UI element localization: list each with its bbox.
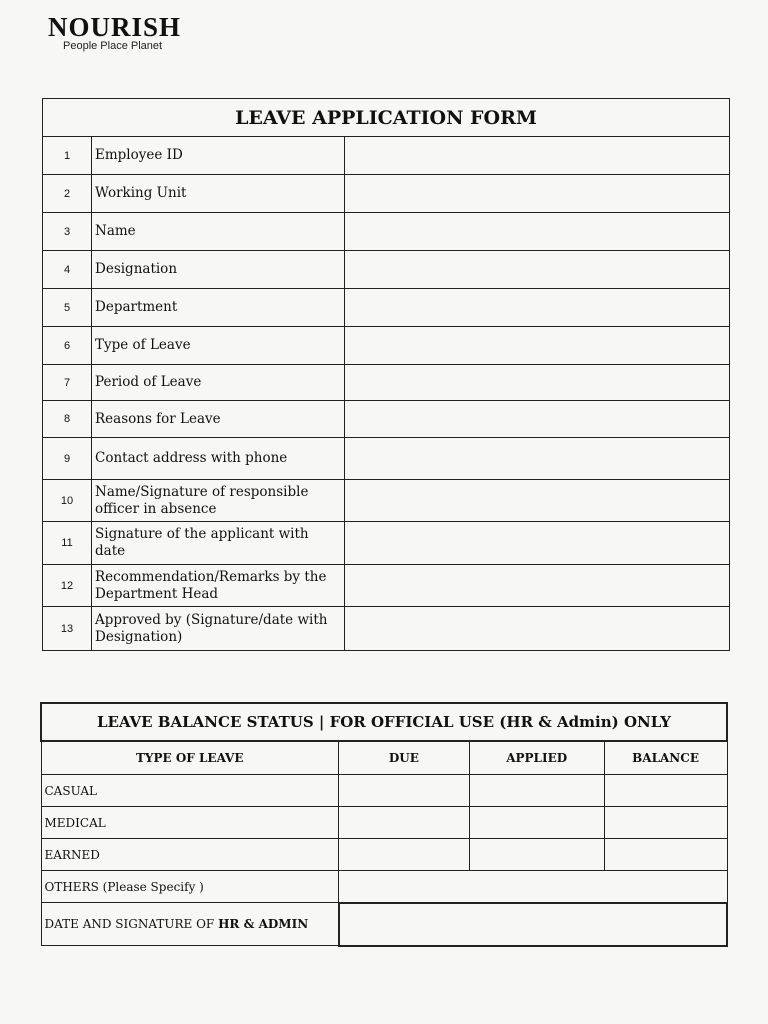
medical-due-cell[interactable] bbox=[339, 807, 470, 839]
form-title: LEAVE APPLICATION FORM bbox=[43, 99, 730, 137]
form-row bbox=[43, 522, 730, 565]
field-label-applicant-signature: Signature of the applicant with date bbox=[92, 522, 345, 565]
field-value-recommendation[interactable] bbox=[345, 565, 730, 607]
company-logo bbox=[48, 12, 181, 52]
field-value-contact-address[interactable] bbox=[345, 438, 730, 480]
form-row bbox=[43, 607, 730, 651]
field-value-applicant-signature[interactable] bbox=[345, 522, 730, 565]
field-label-designation: Designation bbox=[92, 251, 345, 289]
logo-tagline: People Place Planet bbox=[63, 40, 163, 52]
row-number: 7 bbox=[43, 365, 92, 401]
field-label-approved-by: Approved by (Signature/date with Designation) bbox=[92, 607, 345, 651]
leave-type-label: EARNED bbox=[41, 839, 339, 871]
leave-type-label: MEDICAL bbox=[41, 807, 339, 839]
medical-balance-cell[interactable] bbox=[604, 807, 727, 839]
form-row bbox=[43, 438, 730, 480]
balance-header-row bbox=[41, 741, 727, 775]
row-number: 10 bbox=[43, 480, 92, 522]
form-row bbox=[43, 365, 730, 401]
row-number: 9 bbox=[43, 438, 92, 480]
casual-due-cell[interactable] bbox=[339, 775, 470, 807]
hr-signature-label bbox=[41, 903, 339, 946]
row-number: 11 bbox=[43, 522, 92, 565]
field-label-recommendation: Recommendation/Remarks by the Department Head bbox=[92, 565, 345, 607]
hr-signature-label-text: DATE AND SIGNATURE OF bbox=[44, 917, 219, 931]
balance-row-signature bbox=[41, 903, 727, 946]
others-label: OTHERS (Please Specify ) bbox=[41, 871, 339, 903]
leave-type-label: CASUAL bbox=[41, 775, 339, 807]
casual-applied-cell[interactable] bbox=[469, 775, 604, 807]
field-label-employee-id: Employee ID bbox=[92, 137, 345, 175]
row-number: 8 bbox=[43, 401, 92, 438]
balance-row-casual bbox=[41, 775, 727, 807]
header-type-of-leave: TYPE OF LEAVE bbox=[41, 741, 339, 775]
form-row bbox=[43, 480, 730, 522]
hr-signature-box[interactable] bbox=[339, 903, 728, 946]
field-value-responsible-officer[interactable] bbox=[345, 480, 730, 522]
form-row bbox=[43, 565, 730, 607]
field-value-reasons-for-leave[interactable] bbox=[345, 401, 730, 438]
field-value-period-of-leave[interactable] bbox=[345, 365, 730, 401]
others-specify-cell[interactable] bbox=[339, 871, 728, 903]
field-value-approved-by[interactable] bbox=[345, 607, 730, 651]
balance-title: LEAVE BALANCE STATUS | FOR OFFICIAL USE (HR & Admin) ONLY bbox=[41, 703, 727, 741]
field-value-department[interactable] bbox=[345, 289, 730, 327]
balance-title-row bbox=[41, 703, 727, 741]
balance-row-earned bbox=[41, 839, 727, 871]
row-number: 5 bbox=[43, 289, 92, 327]
field-value-designation[interactable] bbox=[345, 251, 730, 289]
field-value-name[interactable] bbox=[345, 213, 730, 251]
leave-balance-table bbox=[40, 702, 728, 947]
field-label-responsible-officer: Name/Signature of responsible officer in absence bbox=[92, 480, 345, 522]
form-row bbox=[43, 327, 730, 365]
row-number: 6 bbox=[43, 327, 92, 365]
field-label-period-of-leave: Period of Leave bbox=[92, 365, 345, 401]
form-row bbox=[43, 137, 730, 175]
field-label-working-unit: Working Unit bbox=[92, 175, 345, 213]
medical-applied-cell[interactable] bbox=[469, 807, 604, 839]
field-value-employee-id[interactable] bbox=[345, 137, 730, 175]
form-row bbox=[43, 401, 730, 438]
earned-due-cell[interactable] bbox=[339, 839, 470, 871]
header-due: DUE bbox=[339, 741, 470, 775]
earned-balance-cell[interactable] bbox=[604, 839, 727, 871]
header-applied: APPLIED bbox=[469, 741, 604, 775]
form-title-row bbox=[43, 99, 730, 137]
row-number: 3 bbox=[43, 213, 92, 251]
field-label-name: Name bbox=[92, 213, 345, 251]
earned-applied-cell[interactable] bbox=[469, 839, 604, 871]
hr-admin-text: HR & ADMIN bbox=[218, 917, 309, 931]
leave-application-table bbox=[42, 98, 730, 651]
logo-wordmark: NOURISH bbox=[48, 12, 182, 42]
row-number: 4 bbox=[43, 251, 92, 289]
field-label-department: Department bbox=[92, 289, 345, 327]
balance-row-others bbox=[41, 871, 727, 903]
field-label-type-of-leave: Type of Leave bbox=[92, 327, 345, 365]
row-number: 13 bbox=[43, 607, 92, 651]
form-row bbox=[43, 175, 730, 213]
row-number: 12 bbox=[43, 565, 92, 607]
casual-balance-cell[interactable] bbox=[604, 775, 727, 807]
field-label-contact-address: Contact address with phone bbox=[92, 438, 345, 480]
row-number: 2 bbox=[43, 175, 92, 213]
field-label-reasons-for-leave: Reasons for Leave bbox=[92, 401, 345, 438]
header-balance: BALANCE bbox=[604, 741, 727, 775]
form-row bbox=[43, 251, 730, 289]
field-value-type-of-leave[interactable] bbox=[345, 327, 730, 365]
balance-row-medical bbox=[41, 807, 727, 839]
form-row bbox=[43, 289, 730, 327]
row-number: 1 bbox=[43, 137, 92, 175]
form-row bbox=[43, 213, 730, 251]
field-value-working-unit[interactable] bbox=[345, 175, 730, 213]
